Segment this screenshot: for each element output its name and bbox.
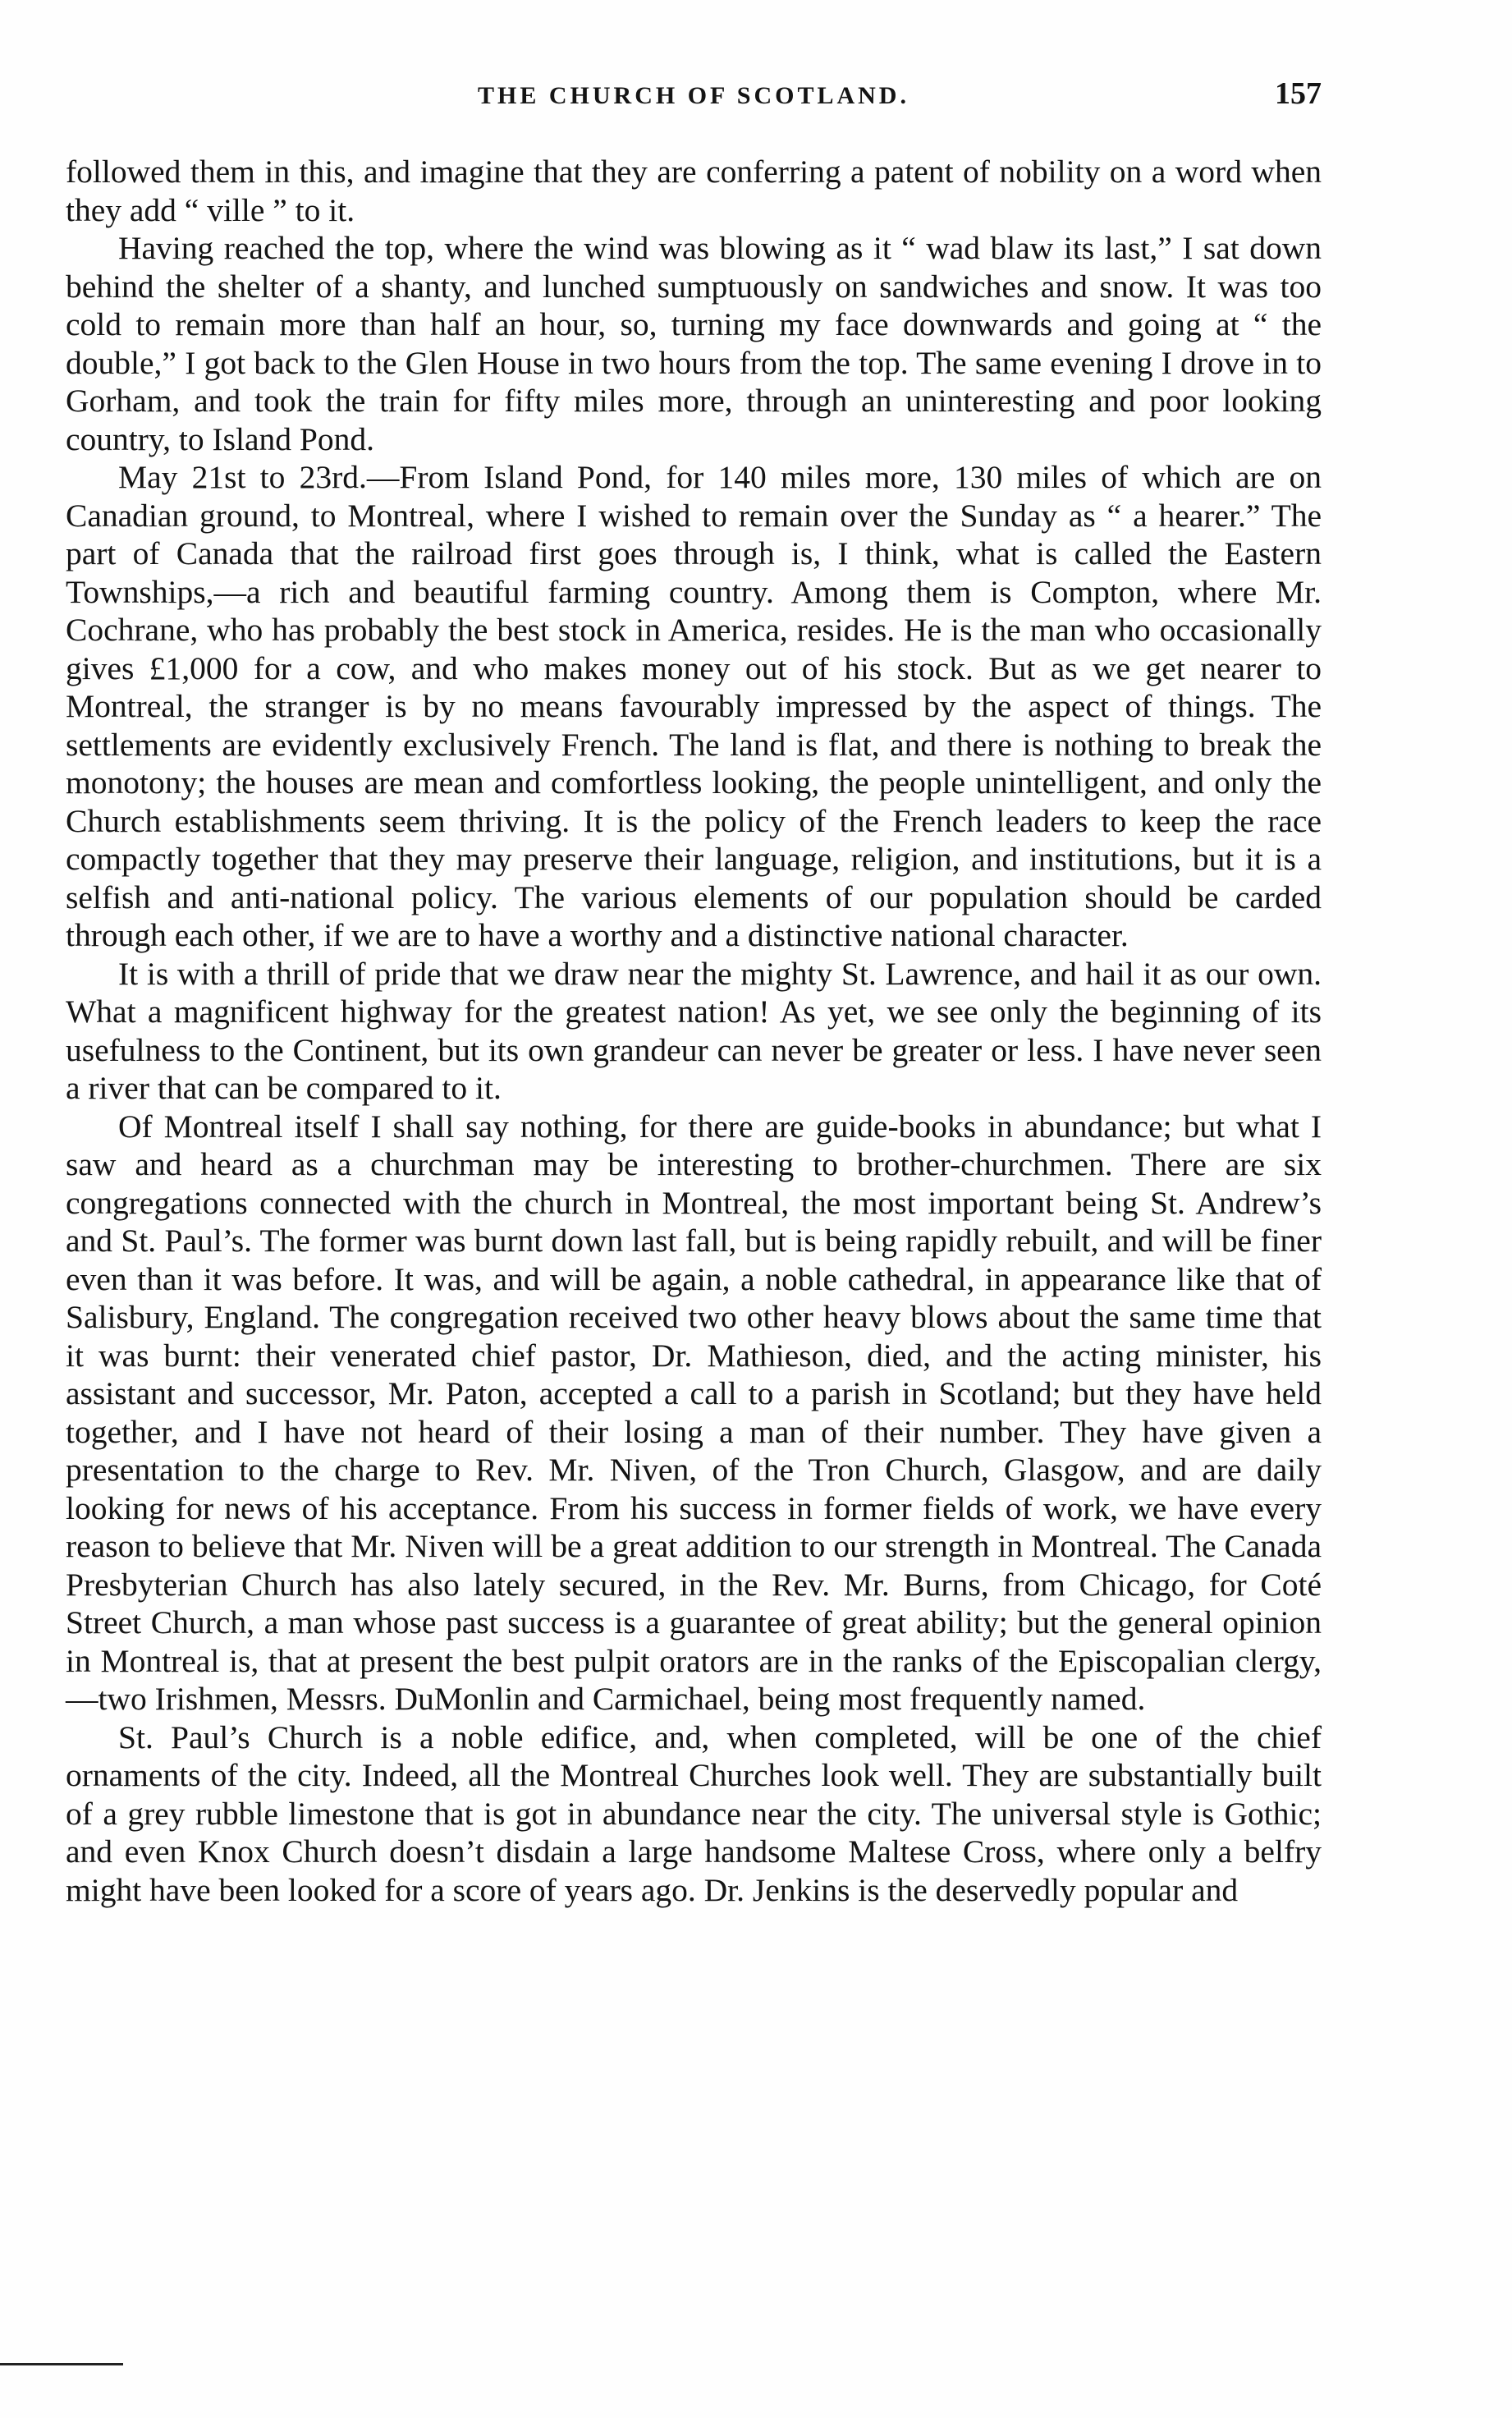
paragraph-st-pauls: St. Paul’s Church is a noble edifice, and, when completed, will be one of the chief ornaments of the city. Indeed, all the Montreal Churches look well. They are substantially built of a grey rubble limestone that is got in abundance near the city. The universal style is Gothic; and even Knox Church doesn’t disdain a large handsome Maltese Cross, where only a belfry might have been looked for a score of years ago. Dr. Jenkins is the deservedly popular and: [66, 1718, 1322, 1908]
page-number: 157: [1275, 76, 1322, 111]
paragraph-st-lawrence: It is with a thrill of pride that we draw near the mighty St. Lawrence, and hail it as our own. What a magnificent highway for the greatest nation! As yet, we see only the beginning of its usefulness to the Continent, but its own grandeur can never be greater or less. I have never seen a river that can be compared to it.: [66, 955, 1322, 1106]
paragraph-montreal: Of Montreal itself I shall say nothing, for there are guide-books in abundance; but what I saw and heard as a churchman may be interesting to brother-churchmen. There are six congregations connected with the church in Montreal, the most important being St. Andrew’s and St. Paul’s. The former was burnt down last fall, but is being rapidly rebuilt, and will be finer even than it was before. It was, and will be again, a noble cathedral, in appearance like that of Salisbury, England. The congregation received two other heavy blows about the same time that it was burnt: their venerated chief pastor, Dr. Mathieson, died, and the acting minister, his assistant and successor, Mr. Paton, accepted a call to a parish in Scotland; but they have held together, and I have not heard of their losing a man of their number. They have given a presentation to the charge to Rev. Mr. Niven, of the Tron Church, Glasgow, and are daily looking for news of his acceptance. From his success in former fields of work, we have every reason to believe that Mr. Niven will be a great addition to our strength in Montreal. The Canada Presbyterian Church has also lately secured, in the Rev. Mr. Burns, from Chicago, for Coté Street Church, a man whose past success is a guarantee of great ability; but the general opinion in Montreal is, that at present the best pulpit orators are in the ranks of the Episcopalian clergy,—two Irishmen, Messrs. DuMonlin and Carmichael, being most frequently named.: [66, 1108, 1322, 1717]
paragraph-summit: Having reached the top, where the wind was blowing as it “ wad blaw its last,” I sat down behind the shelter of a shanty, and lunched sumptuously on sandwiches and snow. It was too cold to remain more than half an hour, so, turning my face downwards and going at “ the double,” I got back to the Glen House in two hours from the top. The same evening I drove in to Gorham, and took the train for fifty miles more, through an uninteresting and poor looking country, to Island Pond.: [66, 230, 1322, 457]
paragraph-continuation: followed them in this, and imagine that they are conferring a patent of nobility on a word when they add “ ville ” to it.: [66, 154, 1322, 228]
paragraph-island-pond: May 21st to 23rd.—From Island Pond, for 140 miles more, 130 miles of which are on Canadian ground, to Montreal, where I wished to remain over the Sunday as “ a hearer.” The part of Canada that the railroad first goes through is, I think, what is called the Eastern Townships,—a rich and beautiful farming country. Among them is Compton, where Mr. Cochrane, who has probably the best stock in America, resides. He is the man who occasionally gives £1,000 for a cow, and who makes money out of his stock. But as we get nearer to Montreal, the stranger is by no means favourably impressed by the aspect of things. The settlements are evidently exclusively French. The land is flat, and there is nothing to break the monotony; the houses are mean and comfortless looking, the people unintelligent, and only the Church establishments seem thriving. It is the policy of the French leaders to keep the race compactly together that they may preserve their language, religion, and institutions, but it is a selfish and anti-national policy. The various elements of our population should be carded through each other, if we are to have a worthy and a distinctive national character.: [66, 459, 1322, 953]
scan-edge-mark: [0, 2363, 123, 2365]
running-head: [66, 76, 1322, 125]
running-title: THE CHURCH OF SCOTLAND.: [478, 82, 909, 109]
body-text: [66, 153, 1322, 1909]
